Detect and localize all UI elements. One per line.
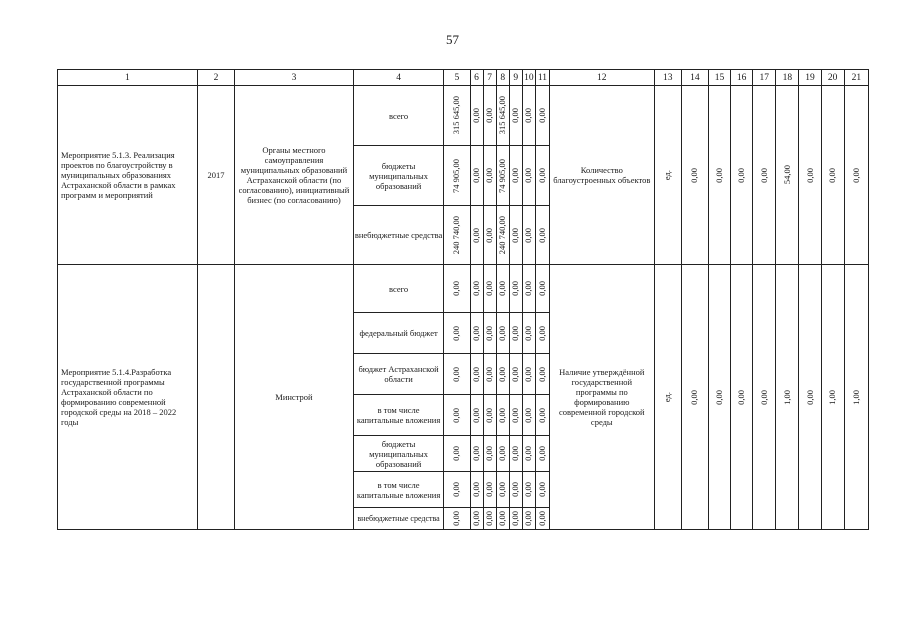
measures-table bbox=[57, 69, 869, 530]
vertical-value: 0,00 bbox=[523, 366, 534, 382]
vertical-value: 0,00 bbox=[484, 227, 495, 243]
funding-source: всего bbox=[353, 86, 444, 146]
vertical-value: 0,00 bbox=[536, 325, 547, 341]
vertical-value: 0,00 bbox=[536, 281, 547, 296]
table-row bbox=[58, 86, 869, 146]
vertical-value: 0,00 bbox=[536, 446, 547, 461]
amount-cell bbox=[444, 354, 470, 395]
funding-source: бюджет Астраханской области bbox=[353, 354, 444, 395]
measure2-target-value bbox=[753, 265, 776, 530]
vertical-value: 0,00 bbox=[510, 511, 521, 526]
vertical-value: 0,00 bbox=[536, 168, 547, 183]
vertical-value: 0,00 bbox=[471, 446, 482, 461]
amount-cell bbox=[483, 86, 496, 146]
amount-cell bbox=[470, 313, 483, 354]
amount-cell bbox=[483, 508, 496, 530]
vertical-value: 0,00 bbox=[713, 167, 724, 183]
amount-cell bbox=[496, 206, 509, 265]
amount-cell bbox=[496, 508, 509, 530]
measure2-target-value bbox=[844, 265, 868, 530]
vertical-value: 0,00 bbox=[451, 366, 462, 382]
amount-cell bbox=[509, 86, 522, 146]
vertical-value: 0,00 bbox=[451, 407, 462, 423]
vertical-value: 0,00 bbox=[804, 389, 815, 405]
vertical-value: 0,00 bbox=[536, 227, 547, 243]
vertical-value: 0,00 bbox=[510, 281, 521, 296]
vertical-value: ед. bbox=[662, 391, 673, 403]
amount-cell bbox=[483, 354, 496, 395]
amount-cell bbox=[522, 472, 535, 508]
amount-cell bbox=[535, 354, 549, 395]
measure2-target-value bbox=[708, 265, 730, 530]
vertical-value: 315 645,00 bbox=[497, 96, 508, 135]
vertical-value: 0,00 bbox=[471, 168, 482, 183]
vertical-value: 0,00 bbox=[758, 389, 769, 405]
vertical-value: 74 905,00 bbox=[451, 158, 462, 193]
header-cell: 13 bbox=[654, 70, 681, 86]
measure1-year: 2017 bbox=[197, 86, 234, 265]
amount-cell bbox=[470, 508, 483, 530]
vertical-value: 0,00 bbox=[523, 511, 534, 526]
header-cell: 3 bbox=[235, 70, 354, 86]
amount-cell bbox=[522, 86, 535, 146]
vertical-value: 1,00 bbox=[827, 389, 838, 405]
vertical-value: 0,00 bbox=[510, 482, 521, 497]
vertical-value: 0,00 bbox=[510, 446, 521, 461]
amount-cell bbox=[444, 146, 470, 206]
vertical-value: 0,00 bbox=[471, 325, 482, 341]
amount-cell bbox=[509, 508, 522, 530]
measure2-target-value bbox=[681, 265, 708, 530]
funding-source: внебюджетные средства bbox=[353, 508, 444, 530]
header-cell: 15 bbox=[708, 70, 730, 86]
vertical-value: 0,00 bbox=[451, 281, 462, 296]
measure1-target-value bbox=[776, 86, 799, 265]
header-cell: 18 bbox=[776, 70, 799, 86]
vertical-value: 0,00 bbox=[484, 511, 495, 526]
amount-cell bbox=[496, 395, 509, 436]
amount-cell bbox=[483, 206, 496, 265]
vertical-value: 0,00 bbox=[497, 366, 508, 382]
amount-cell bbox=[444, 313, 470, 354]
amount-cell bbox=[444, 206, 470, 265]
amount-cell bbox=[535, 146, 549, 206]
vertical-value: 0,00 bbox=[689, 389, 700, 405]
vertical-value: 0,00 bbox=[523, 407, 534, 423]
amount-cell bbox=[522, 265, 535, 313]
measure1-target-value bbox=[844, 86, 868, 265]
vertical-value: 1,00 bbox=[850, 389, 861, 405]
vertical-value: 0,00 bbox=[497, 446, 508, 461]
amount-cell bbox=[522, 206, 535, 265]
amount-cell bbox=[496, 86, 509, 146]
header-cell: 9 bbox=[509, 70, 522, 86]
vertical-value: 0,00 bbox=[804, 167, 815, 183]
amount-cell bbox=[535, 313, 549, 354]
vertical-value: 0,00 bbox=[484, 482, 495, 497]
amount-cell bbox=[444, 395, 470, 436]
measure1-executor: Органы местного самоуправления муниципальных образований Астраханской области (по согласованию), инициативный бизнес (по согласованию) bbox=[235, 86, 354, 265]
measure2-year bbox=[197, 265, 234, 530]
measure1-target-value bbox=[731, 86, 753, 265]
funding-source: внебюджетные средства bbox=[353, 206, 444, 265]
amount-cell bbox=[444, 472, 470, 508]
amount-cell bbox=[535, 265, 549, 313]
vertical-value: 0,00 bbox=[510, 407, 521, 423]
vertical-value: 74 905,00 bbox=[497, 158, 508, 193]
vertical-value: 0,00 bbox=[497, 281, 508, 296]
vertical-value: 0,00 bbox=[471, 407, 482, 423]
amount-cell bbox=[470, 472, 483, 508]
amount-cell bbox=[444, 508, 470, 530]
measure1-target-value bbox=[681, 86, 708, 265]
measure1-indicator: Количество благоустроенных объектов bbox=[549, 86, 654, 265]
vertical-value: 0,00 bbox=[536, 511, 547, 526]
measure2-unit bbox=[654, 265, 681, 530]
amount-cell bbox=[483, 472, 496, 508]
table-row bbox=[58, 265, 869, 313]
amount-cell bbox=[470, 206, 483, 265]
page-number: 57 bbox=[446, 32, 459, 47]
header-cell: 1 bbox=[58, 70, 198, 86]
vertical-value: 0,00 bbox=[451, 511, 462, 526]
vertical-value: 0,00 bbox=[484, 446, 495, 461]
funding-source: бюджеты муниципальных образований bbox=[353, 146, 444, 206]
funding-source: федеральный бюджет bbox=[353, 313, 444, 354]
amount-cell bbox=[509, 354, 522, 395]
vertical-value: 0,00 bbox=[536, 108, 547, 123]
amount-cell bbox=[509, 395, 522, 436]
amount-cell bbox=[535, 395, 549, 436]
vertical-value: 0,00 bbox=[713, 389, 724, 405]
amount-cell bbox=[496, 472, 509, 508]
header-cell: 21 bbox=[844, 70, 868, 86]
header-cell: 14 bbox=[681, 70, 708, 86]
header-cell: 12 bbox=[549, 70, 654, 86]
vertical-value: 0,00 bbox=[758, 167, 769, 183]
vertical-value: 0,00 bbox=[471, 281, 482, 296]
vertical-value: 0,00 bbox=[471, 108, 482, 123]
vertical-value: 0,00 bbox=[484, 281, 495, 296]
measure2-target-value bbox=[799, 265, 821, 530]
vertical-value: 0,00 bbox=[497, 511, 508, 526]
funding-source: в том числе капитальные вложения bbox=[353, 395, 444, 436]
vertical-value: 0,00 bbox=[523, 281, 534, 296]
amount-cell bbox=[470, 436, 483, 472]
amount-cell bbox=[535, 508, 549, 530]
vertical-value: 240 740,00 bbox=[497, 215, 508, 255]
vertical-value: 54,00 bbox=[781, 165, 792, 185]
vertical-value: 0,00 bbox=[471, 482, 482, 497]
measure2-indicator: Наличие утверждённой государственной программы по формированию современной городской среды bbox=[549, 265, 654, 530]
vertical-value: 0,00 bbox=[484, 407, 495, 423]
vertical-value: 0,00 bbox=[510, 227, 521, 243]
amount-cell bbox=[522, 395, 535, 436]
vertical-value: 0,00 bbox=[471, 511, 482, 526]
vertical-value: 0,00 bbox=[523, 325, 534, 341]
vertical-value: 0,00 bbox=[523, 168, 534, 183]
amount-cell bbox=[470, 354, 483, 395]
measure1-unit bbox=[654, 86, 681, 265]
vertical-value: 240 740,00 bbox=[451, 215, 462, 255]
amount-cell bbox=[483, 395, 496, 436]
header-cell: 19 bbox=[799, 70, 821, 86]
measure1-target-value bbox=[753, 86, 776, 265]
vertical-value: 0,00 bbox=[451, 482, 462, 497]
vertical-value: 0,00 bbox=[536, 482, 547, 497]
header-cell: 16 bbox=[731, 70, 753, 86]
amount-cell bbox=[444, 86, 470, 146]
amount-cell bbox=[509, 146, 522, 206]
vertical-value: 0,00 bbox=[510, 325, 521, 341]
amount-cell bbox=[470, 146, 483, 206]
vertical-value: 0,00 bbox=[484, 366, 495, 382]
header-cell: 5 bbox=[444, 70, 470, 86]
amount-cell bbox=[496, 313, 509, 354]
amount-cell bbox=[496, 146, 509, 206]
vertical-value: 0,00 bbox=[484, 168, 495, 183]
measure2-name: Мероприятие 5.1.4.Разработка государственной программы Астраханской области по формированию современной городской среды на 2018 – 2022 годы bbox=[58, 265, 198, 530]
amount-cell bbox=[483, 313, 496, 354]
vertical-value: 0,00 bbox=[523, 227, 534, 243]
amount-cell bbox=[444, 436, 470, 472]
measure1-target-value bbox=[799, 86, 821, 265]
amount-cell bbox=[535, 86, 549, 146]
vertical-value: 0,00 bbox=[510, 366, 521, 382]
vertical-value: 0,00 bbox=[471, 366, 482, 382]
amount-cell bbox=[470, 395, 483, 436]
amount-cell bbox=[509, 265, 522, 313]
header-cell: 2 bbox=[197, 70, 234, 86]
funding-source: бюджеты муниципальных образований bbox=[353, 436, 444, 472]
measure2-executor: Минстрой bbox=[235, 265, 354, 530]
header-cell: 7 bbox=[483, 70, 496, 86]
measure1-target-value bbox=[821, 86, 844, 265]
measure1-name: Мероприятие 5.1.3. Реализация проектов по благоустройству в муниципальных образованиях Астраханской области в рамках программ и мероприятий bbox=[58, 86, 198, 265]
amount-cell bbox=[444, 265, 470, 313]
header-cell: 8 bbox=[496, 70, 509, 86]
amount-cell bbox=[522, 313, 535, 354]
vertical-value: 0,00 bbox=[451, 446, 462, 461]
amount-cell bbox=[509, 436, 522, 472]
vertical-value: 0,00 bbox=[510, 168, 521, 183]
vertical-value: 0,00 bbox=[827, 167, 838, 183]
amount-cell bbox=[496, 265, 509, 313]
amount-cell bbox=[483, 146, 496, 206]
amount-cell bbox=[496, 436, 509, 472]
amount-cell bbox=[470, 86, 483, 146]
amount-cell bbox=[522, 508, 535, 530]
amount-cell bbox=[509, 472, 522, 508]
header-cell: 11 bbox=[535, 70, 549, 86]
header-cell: 6 bbox=[470, 70, 483, 86]
vertical-value: 315 645,00 bbox=[451, 96, 462, 135]
vertical-value: 0,00 bbox=[536, 366, 547, 382]
vertical-value: 0,00 bbox=[536, 407, 547, 423]
funding-source: в том числе капитальные вложения bbox=[353, 472, 444, 508]
vertical-value: ед. bbox=[662, 169, 673, 181]
vertical-value: 0,00 bbox=[484, 325, 495, 341]
amount-cell bbox=[509, 313, 522, 354]
measure2-target-value bbox=[731, 265, 753, 530]
amount-cell bbox=[470, 265, 483, 313]
vertical-value: 0,00 bbox=[850, 167, 861, 183]
header-cell: 4 bbox=[353, 70, 444, 86]
vertical-value: 0,00 bbox=[689, 167, 700, 183]
amount-cell bbox=[535, 472, 549, 508]
vertical-value: 0,00 bbox=[497, 482, 508, 497]
funding-source: всего bbox=[353, 265, 444, 313]
amount-cell bbox=[522, 146, 535, 206]
vertical-value: 0,00 bbox=[736, 167, 747, 183]
amount-cell bbox=[483, 265, 496, 313]
header-cell: 20 bbox=[821, 70, 844, 86]
amount-cell bbox=[522, 436, 535, 472]
amount-cell bbox=[509, 206, 522, 265]
vertical-value: 0,00 bbox=[497, 325, 508, 341]
amount-cell bbox=[535, 206, 549, 265]
amount-cell bbox=[496, 354, 509, 395]
vertical-value: 0,00 bbox=[736, 389, 747, 405]
measure1-target-value bbox=[708, 86, 730, 265]
vertical-value: 0,00 bbox=[451, 325, 462, 341]
measure2-target-value bbox=[776, 265, 799, 530]
vertical-value: 0,00 bbox=[523, 446, 534, 461]
amount-cell bbox=[522, 354, 535, 395]
vertical-value: 0,00 bbox=[523, 482, 534, 497]
vertical-value: 0,00 bbox=[510, 108, 521, 123]
vertical-value: 0,00 bbox=[523, 108, 534, 123]
amount-cell bbox=[535, 436, 549, 472]
vertical-value: 0,00 bbox=[484, 108, 495, 123]
measure2-target-value bbox=[821, 265, 844, 530]
amount-cell bbox=[483, 436, 496, 472]
vertical-value: 1,00 bbox=[781, 389, 792, 405]
vertical-value: 0,00 bbox=[497, 407, 508, 423]
header-cell: 10 bbox=[522, 70, 535, 86]
header-cell: 17 bbox=[753, 70, 776, 86]
vertical-value: 0,00 bbox=[471, 227, 482, 243]
